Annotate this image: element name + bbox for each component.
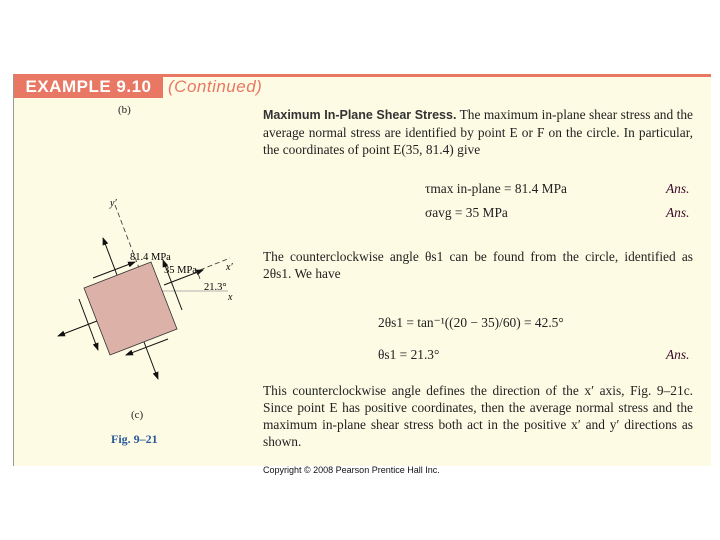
paragraph-1-text: The maximum in-plane shear stress and the average normal stress are identified by point E or F on the circle. In particular, the coordinates of point E(35, 81.4) give [263,107,693,157]
equation-sigma-avg: σavg = 35 MPa [425,205,508,220]
equation-tau-max: τmax in-plane = 81.4 MPa [425,181,567,196]
figure-label-c: (c) [131,409,144,421]
paragraph-1 [263,106,693,158]
axis-x-label: x [228,292,233,303]
continued-label: (Continued) [168,77,263,96]
example-title: EXAMPLE 9.10 [14,76,163,98]
equation-2theta: 2θs1 = tan⁻¹((20 − 35)/60) = 42.5° [378,315,564,330]
axis-y-prime-label: y′ [110,198,117,209]
equation-theta: θs1 = 21.3° [378,347,440,362]
normal-stress-label: 35 MPa [164,265,197,276]
section-heading: Maximum In-Plane Shear Stress. [263,108,457,122]
ans-label: Ans. [666,347,690,362]
ans-label: Ans. [666,205,690,220]
shear-stress-label: 81.4 MPa [130,252,171,263]
angle-label: 21.3° [204,282,227,293]
copyright: Copyright © 2008 Pearson Prentice Hall Inc. [263,465,440,475]
axis-x-prime-label: x′ [226,262,233,273]
figure-label-b: (b) [118,104,131,116]
ans-label: Ans. [666,181,690,196]
paragraph-2: The counterclockwise angle θs1 can be found from the circle, identified as 2θs1. We have [263,249,693,281]
stress-element-diagram [30,190,250,420]
paragraph-3: This counterclockwise angle defines the direction of the x′ axis, Fig. 9–21c. Since point E has positive coordinates, then the average normal stress and the maximum in-plane shear stress both act in the positive x′ and y′ directions as shown. [263,383,693,449]
figure-caption: Fig. 9–21 [111,432,158,446]
